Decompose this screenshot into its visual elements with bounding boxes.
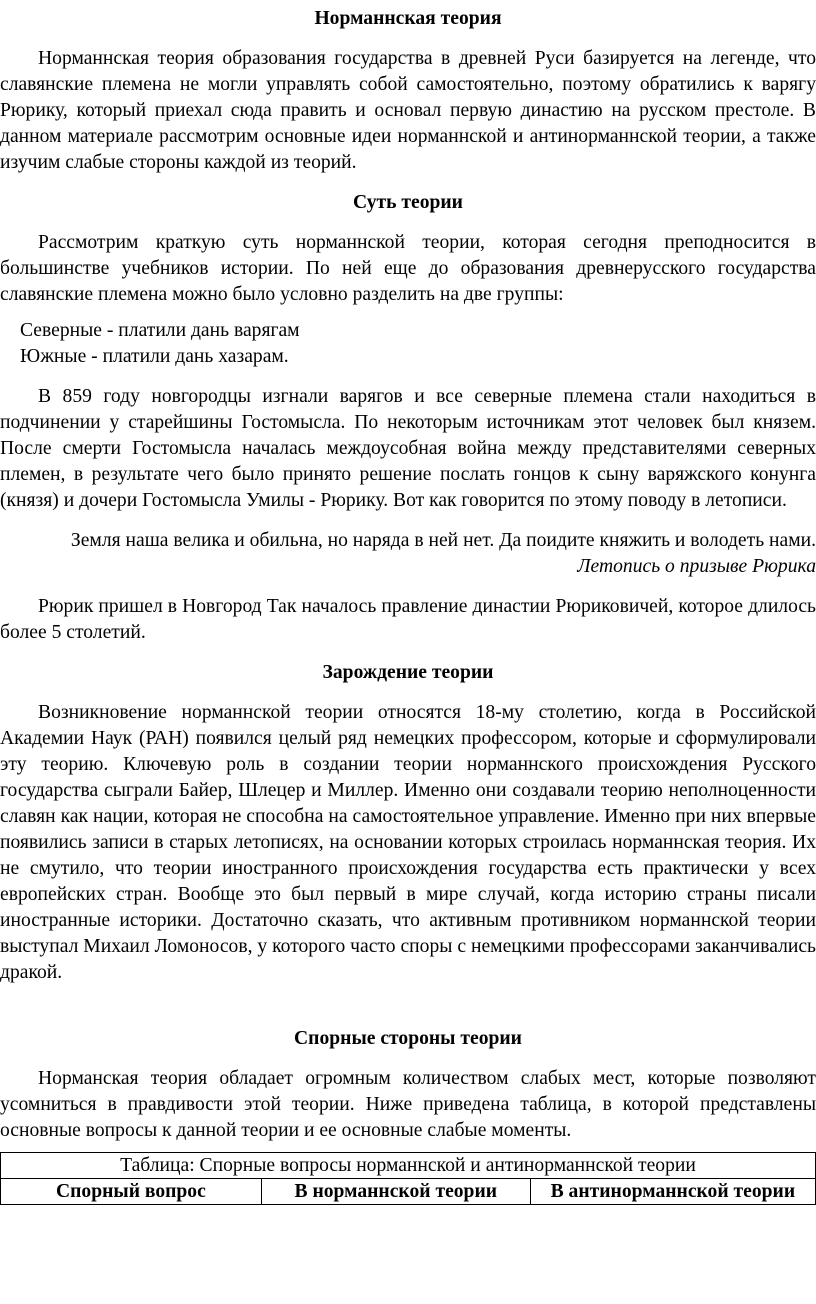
document-body bbox=[0, 6, 816, 1205]
table-header-row bbox=[1, 1179, 816, 1205]
list-item: Южные - платили дань хазарам. bbox=[20, 346, 289, 367]
section-title-controversy: Спорные стороны теории bbox=[294, 1028, 522, 1049]
section-title-essence: Суть теории bbox=[353, 192, 463, 213]
section-title-norman-theory: Норманнская теория bbox=[314, 8, 502, 29]
table-header-cell: Спорный вопрос bbox=[1, 1179, 262, 1205]
paragraph-rurik: Рюрик пришел в Новгород Так началось правление династии Рюриковичей, которое длилось более 5 столетий. bbox=[0, 596, 816, 643]
section-title-origin: Зарождение теории bbox=[322, 662, 494, 683]
table-caption: Таблица: Спорные вопросы норманнской и антинорманнской теории bbox=[1, 1153, 816, 1179]
chronicle-quote: Земля наша велика и обильна, но наряда в ней нет. Да поидите княжить и володеть нами. bbox=[70, 530, 816, 551]
tribes-list bbox=[0, 318, 816, 370]
table-header-cell: В норманнской теории bbox=[261, 1179, 530, 1205]
paragraph-essence: Рассмотрим краткую суть норманнской теории, которая сегодня преподносится в большинстве учебников истории. По ней еще до образования древнерусского государства славянские племена можно было условно разделить на две группы: bbox=[0, 232, 816, 305]
paragraph-859: В 859 году новгородцы изгнали варягов и все северные племена стали находиться в подчинении у старейшины Гостомысла. По некоторым источникам этот человек был князем. После смерти Гостомысла началась междоусобная война между представителями северных племен, в результате чего было принято решение послать гонцов к сыну варяжского конунга (князя) и дочери Гостомысла Умилы - Рюрику. Вот как говорится по этому поводу в летописи. bbox=[0, 386, 816, 511]
paragraph-controversy: Норманская теория обладает огромным количеством слабых мест, которые позволяют усомниться в правдивости этой теории. Ниже приведена таблица, в которой представлены основные вопросы к данной теории и ее основные слабые моменты. bbox=[0, 1068, 816, 1141]
table-header-cell: В антинорманнской теории bbox=[530, 1179, 815, 1205]
controversy-table bbox=[0, 1152, 816, 1205]
paragraph-origin: Возникновение норманнской теории относятся 18-му столетию, когда в Российской Академии Наук (РАН) появился целый ряд немецких профессором, которые и сформулировали эту теорию. Ключевую роль в создании теории норманнского происхождения Русского государства сыграли Байер, Шлецер и Миллер. Именно они создавали теорию неполноценности славян как нации, которая не способна на самостоятельное управление. Именно при них впервые появились записи в старых летописях, на основании которых строилась норманнская теория. Их не смутило, что теории иностранного происхождения государства есть практически у всех европейских стран. Вообще это был первый в мире случай, когда историю страны писали иностранные историки. Достаточно сказать, что активным противником норманнской теории выступал Михаил Ломоносов, у которого часто споры с немецкими профессорами заканчивались дракой. bbox=[0, 702, 816, 983]
list-item: Северные - платили дань варягам bbox=[20, 320, 300, 341]
paragraph-intro: Норманнская теория образования государства в древней Руси базируется на легенде, что славянские племена не могли управлять собой самостоятельно, поэтому обратились к варягу Рюрику, который приехал сюда править и основал первую династию на русском престоле. В данном материале рассмотрим основные идеи норманнской и антинорманнской теории, а также изучим слабые стороны каждой из теорий. bbox=[0, 48, 816, 173]
quote-source: Летопись о призыве Рюрика bbox=[577, 556, 816, 577]
table-caption-row bbox=[1, 1153, 816, 1179]
